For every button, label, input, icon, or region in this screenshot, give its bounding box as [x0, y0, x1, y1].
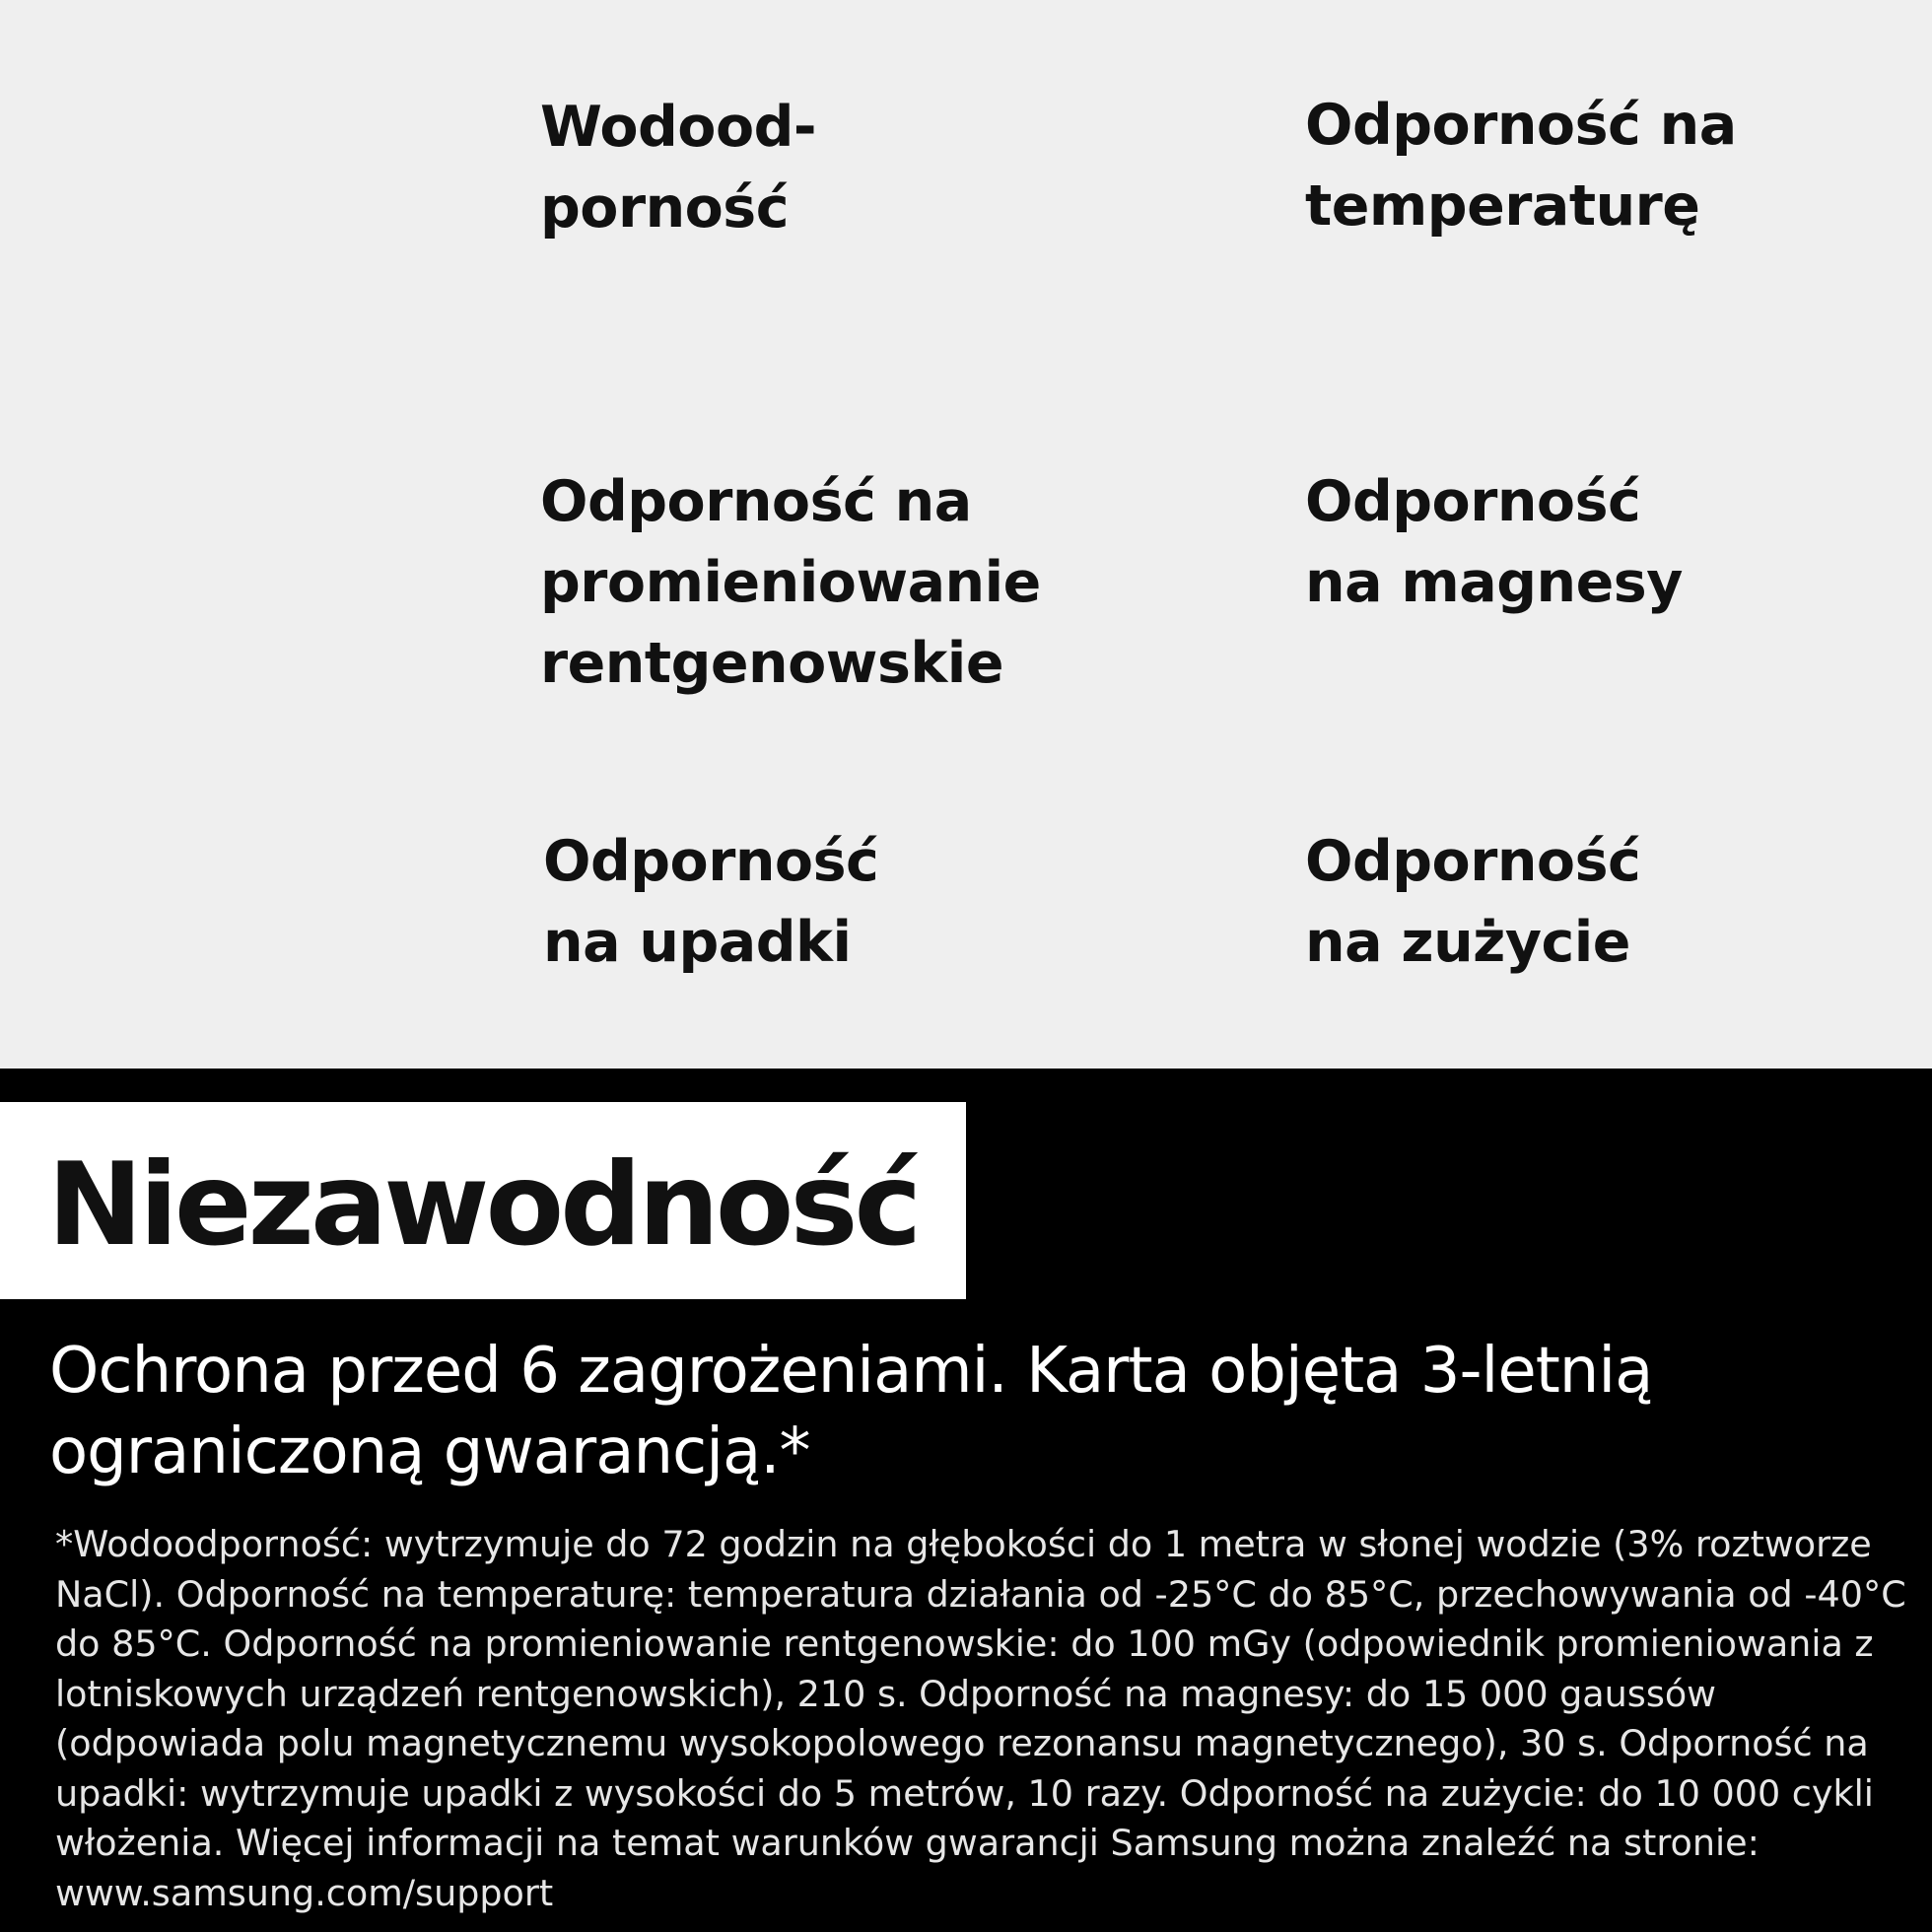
headline: Niezawodność [47, 1138, 919, 1272]
feature-label-xray: Odporność na promieniowanie rentgenowskie [540, 469, 1041, 696]
feature-label-drop: Odporność na upadki [543, 829, 879, 975]
footnote: *Wodoodporność: wytrzymuje do 72 godzin na głębokości do 1 metra w słonej wodzie (3% roztworze NaCl). Odporność na temperaturę: temperatura działania od -25°C do 85°C, przechowywania od -40°C do 85°C. Odporność na promieniowanie rentgenowskie: do 100 mGy (odpowiednik promieniowania z lotniskowych urządzeń rentgenowskich), 210 s. Odporność na magnesy: do 15 000 gaussów (odpowiada polu magnetycznemu wysokopolowego rezonansu magnetycznego), 30 s. Odporność na upadki: wytrzymuje upadki z wysokości do 5 metrów, 10 razy. Odporność na zużycie: do 10 000 cykli włożenia. Więcej informacji na temat warunków gwarancji Samsung można znaleźć na stronie: www.samsung.com/support [55, 1523, 1906, 1914]
feature-label-waterproof: Wodood- porność [540, 95, 817, 241]
subheadline: Ochrona przed 6 zagrożeniami. Karta objęta 3-letnią ograniczoną gwarancją.* [49, 1335, 1653, 1488]
feature-label-temperature: Odporność na temperaturę [1305, 93, 1737, 239]
feature-label-wear: Odporność na zużycie [1305, 829, 1641, 975]
feature-label-magnet: Odporność na magnesy [1305, 469, 1683, 615]
